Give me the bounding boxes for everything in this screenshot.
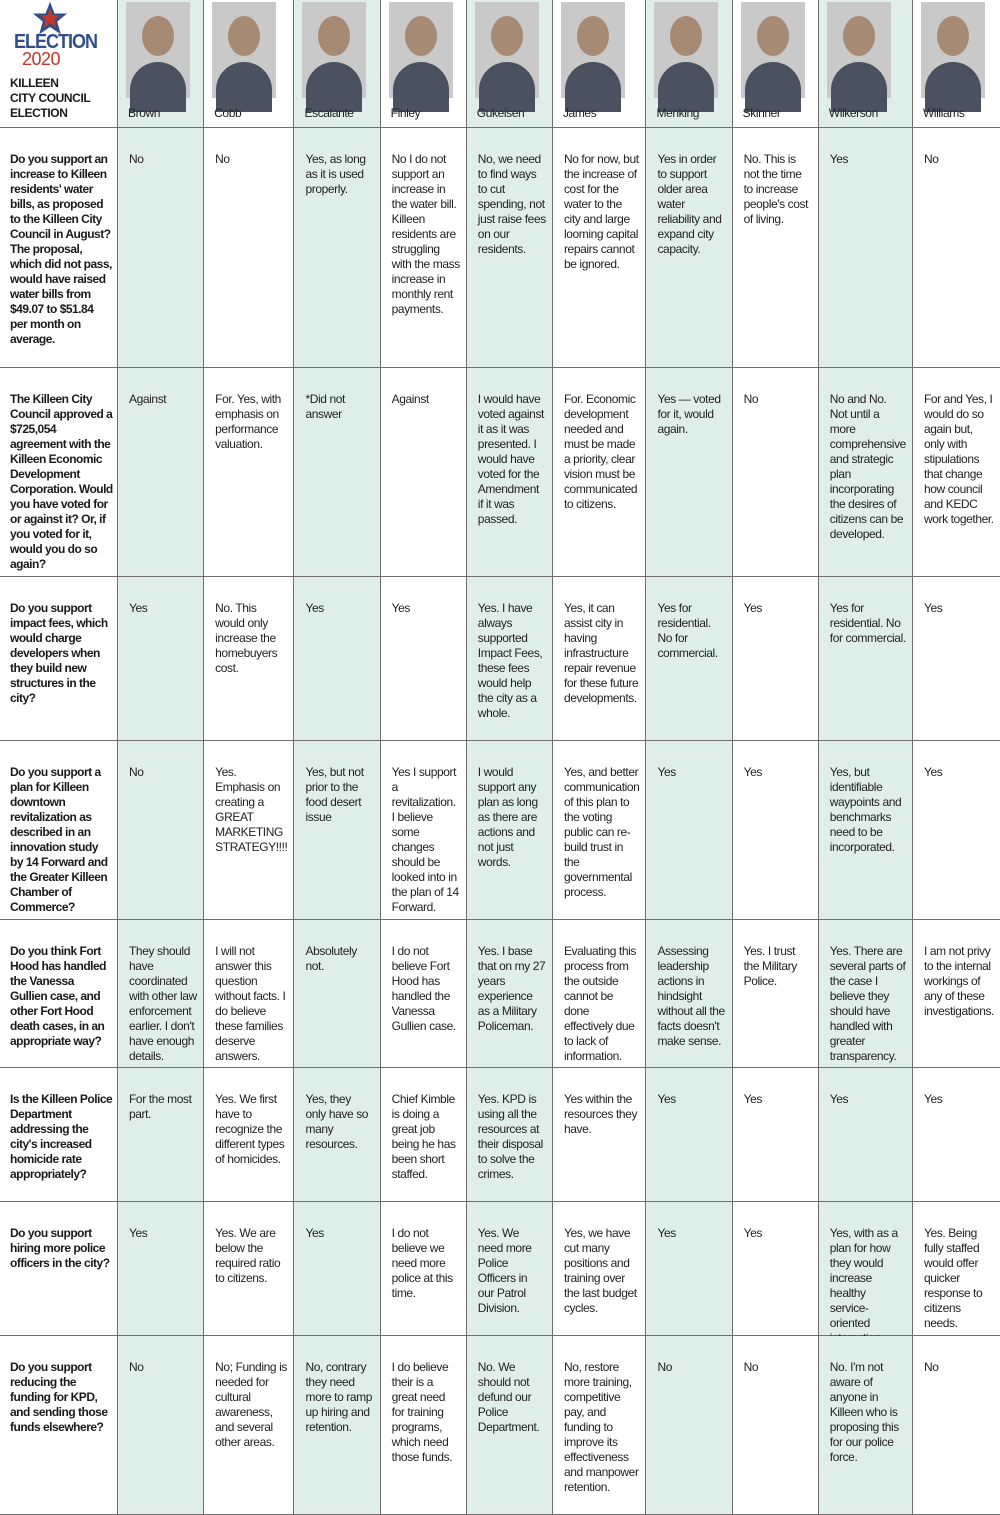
answer-cell: Yes. We need more Police Officers in our Patrol Division. <box>467 1202 553 1336</box>
answer-cell: No, we need to find ways to cut spending, not just raise fees on our residents. <box>467 128 553 368</box>
candidate-photo <box>654 2 718 98</box>
answer-cell: For. Economic development needed and must be made a priority, clear vision must be communicated to citizens. <box>553 368 647 577</box>
photo-shoulders <box>831 62 887 112</box>
answer-cell: I do not believe Fort Hood has handled the Vanessa Gullien case. <box>381 920 467 1068</box>
photo-head <box>757 16 789 56</box>
answer-cell: I would have voted against it as it was presented. I would have voted for the Amendment if it was passed. <box>467 368 553 577</box>
answer-cell: Yes <box>646 741 732 920</box>
candidate-photo <box>741 2 805 98</box>
answer-cell: I do believe their is a great need for training programs, which need those funds. <box>381 1336 467 1515</box>
answer-cell: *Did not answer <box>294 368 380 577</box>
photo-shoulders <box>216 62 272 112</box>
answer-cell: Yes for residential. No for commercial. <box>819 577 913 741</box>
candidate-header <box>294 0 380 128</box>
election-year: 2020 <box>22 49 61 69</box>
answer-cell: Yes. We first have to recognize the different types of homicides. <box>204 1068 294 1202</box>
question-text: Do you support a plan for Killeen downtown revitalization as described in an innovation study by 14 Forward and the Greater Killeen Chamber of Commerce? <box>0 741 118 920</box>
answer-cell: No and No. Not until a more comprehensive and strategic plan incorporating the desires of citizens can be developed. <box>819 368 913 577</box>
answer-cell: Yes for residential. No for commercial. <box>646 577 732 741</box>
answer-cell: Yes <box>733 1202 819 1336</box>
candidate-photo <box>475 2 539 98</box>
answer-cell: Evaluating this process from the outside cannot be done effectively due to lack of information. <box>553 920 647 1068</box>
election-logo <box>0 0 118 128</box>
answer-cell: No <box>913 128 1000 368</box>
title-line: ELECTION <box>10 106 68 120</box>
answer-cell: Against <box>381 368 467 577</box>
photo-head <box>670 16 702 56</box>
page-title <box>10 76 110 121</box>
answer-cell: Yes, but identifiable waypoints and benchmarks need to be incorporated. <box>819 741 913 920</box>
answer-cell: No. This would only increase the homebuyers cost. <box>204 577 294 741</box>
answer-cell: No. We should not defund our Police Department. <box>467 1336 553 1515</box>
answer-cell: Yes. We are below the required ratio to citizens. <box>204 1202 294 1336</box>
answer-cell: Yes <box>381 577 467 741</box>
answer-cell: Yes <box>733 741 819 920</box>
answer-cell: Yes, it can assist city in having infrastructure repair revenue for these future developments. <box>553 577 647 741</box>
candidate-name: Finley <box>390 106 421 120</box>
candidate-header <box>913 0 1000 128</box>
answer-cell: Yes <box>118 1202 204 1336</box>
answer-cell: I will not answer this question without facts. I do believe these families deserve answers. <box>204 920 294 1068</box>
candidate-name: Escalante <box>304 106 354 120</box>
answer-cell: No <box>913 1336 1000 1515</box>
candidate-name: Brown <box>128 106 161 120</box>
answer-cell: No <box>118 128 204 368</box>
answer-cell: For. Yes, with emphasis on performance valuation. <box>204 368 294 577</box>
photo-head <box>318 16 350 56</box>
answer-cell: Yes <box>913 1068 1000 1202</box>
photo-shoulders <box>925 62 981 112</box>
candidate-photo <box>921 2 985 98</box>
answer-cell: Chief Kimble is doing a great job being he has been short staffed. <box>381 1068 467 1202</box>
photo-head <box>228 16 260 56</box>
answer-cell: Yes I support a revitalization. I believe some changes should be looked into in the plan of 14 Forward. <box>381 741 467 920</box>
answer-cell: Yes <box>913 577 1000 741</box>
candidate-header <box>204 0 294 128</box>
answer-cell: No <box>646 1336 732 1515</box>
answer-cell: Assessing leadership actions in hindsight without all the facts doesn't make sense. <box>646 920 732 1068</box>
photo-shoulders <box>306 62 362 112</box>
answer-cell: No. I'm not aware of anyone in Killeen who is proposing this for our police force. <box>819 1336 913 1515</box>
candidate-photo <box>212 2 276 98</box>
answer-cell: Yes, with as a plan for how they would increase healthy service-oriented <box>819 1202 913 1336</box>
question-text: Do you support hiring more police officers in the city? <box>0 1202 118 1336</box>
candidate-name: Williams <box>922 106 965 120</box>
answer-cell: No <box>733 368 819 577</box>
answer-cell: Yes <box>819 128 913 368</box>
answer-cell: Yes, and better communication of this plan to the voting public can re-build trust in the governmental process. <box>553 741 647 920</box>
answer-cell: Yes <box>733 577 819 741</box>
candidate-name: Skinner <box>742 106 781 120</box>
question-text: Is the Killeen Police Department addressing the city's increased homicide rate appropriately? <box>0 1068 118 1202</box>
candidate-name: Wilkerson <box>828 106 878 120</box>
answer-cell: No <box>733 1336 819 1515</box>
photo-head <box>937 16 969 56</box>
answer-cell: Yes <box>733 1068 819 1202</box>
photo-head <box>405 16 437 56</box>
candidate-name: Cobb <box>214 106 242 120</box>
answer-cell: No <box>118 741 204 920</box>
answer-cell: No for now, but the increase of cost for the water to the city and large looming capital repairs cannot be ignored. <box>553 128 647 368</box>
answer-cell: No <box>204 128 294 368</box>
candidate-header <box>819 0 913 128</box>
candidate-header <box>646 0 732 128</box>
answer-cell: Yes — voted for it, would again. <box>646 368 732 577</box>
answer-cell: Against <box>118 368 204 577</box>
answer-cell: Yes <box>646 1068 732 1202</box>
photo-shoulders <box>658 62 714 112</box>
answer-cell: I do not believe we need more police at this time. <box>381 1202 467 1336</box>
photo-head <box>577 16 609 56</box>
answer-cell: Absolutely not. <box>294 920 380 1068</box>
photo-shoulders <box>130 62 186 112</box>
candidate-name: Gukeisen <box>476 106 525 120</box>
answer-cell: Yes. I have always supported Impact Fees, these fees would help the city as a whole. <box>467 577 553 741</box>
answer-cell: Yes. KPD is using all the resources at their disposal to solve the crimes. <box>467 1068 553 1202</box>
answer-cell: No, contrary they need more to ramp up hiring and retention. <box>294 1336 380 1515</box>
answer-cell: Yes, but not prior to the food desert issue <box>294 741 380 920</box>
answer-cell: Yes, they only have so many resources. <box>294 1068 380 1202</box>
question-text: Do you support reducing the funding for KPD, and sending those funds elsewhere? <box>0 1336 118 1515</box>
question-text: The Killeen City Council approved a $725,054 agreement with the Killeen Economic Development Corporation. Would you have voted for or against it? Or, if you voted for it, would you do so again? <box>0 368 118 577</box>
title-line: CITY COUNCIL <box>10 91 91 105</box>
answer-cell: No <box>118 1336 204 1515</box>
answer-cell: They should have coordinated with other law enforcement earlier. I don't have enough details. <box>118 920 204 1068</box>
answer-cell: Yes, we have cut many positions and training over the last budget cycles. <box>553 1202 647 1336</box>
candidate-name: James <box>562 106 597 120</box>
candidate-photo <box>126 2 190 98</box>
answer-cell: No. This is not the time to increase people's cost of living. <box>733 128 819 368</box>
answer-cell: No; Funding is needed for cultural awareness, and several other areas. <box>204 1336 294 1515</box>
answer-cell: Yes <box>118 577 204 741</box>
title-line: KILLEEN <box>10 76 59 90</box>
candidate-photo <box>561 2 625 98</box>
answer-cell: Yes. Being fully staffed would offer quicker response to citizens needs. <box>913 1202 1000 1336</box>
answer-cell: Yes <box>646 1202 732 1336</box>
answer-cell: Yes <box>294 1202 380 1336</box>
question-text: Do you think Fort Hood has handled the Vanessa Gullien case, and other Fort Hood death cases, in an appropriate way? <box>0 920 118 1068</box>
photo-shoulders <box>479 62 535 112</box>
photo-head <box>491 16 523 56</box>
candidate-photo <box>389 2 453 98</box>
answer-cell: Yes. Emphasis on creating a GREAT MARKETING STRATEGY!!!! <box>204 741 294 920</box>
answer-cell: For and Yes, I would do so again but, only with stipulations that change how council and KEDC work together. <box>913 368 1000 577</box>
photo-shoulders <box>565 62 621 112</box>
question-text: Do you support an increase to Killeen residents' water bills, as proposed to the Killeen City Council in August? The proposal, which did not pass, would have raised water bills from $49.07 to $51.84 per month on average. <box>0 128 118 368</box>
photo-shoulders <box>745 62 801 112</box>
answer-cell: Yes. I trust the Military Police. <box>733 920 819 1068</box>
answer-cell: Yes, as long as it is used properly. <box>294 128 380 368</box>
candidate-header <box>467 0 553 128</box>
candidate-header <box>733 0 819 128</box>
answer-cell: Yes <box>819 1068 913 1202</box>
answer-cell: Yes <box>294 577 380 741</box>
answer-cell: Yes. There are several parts of the case I believe they should have handled with greater transparency. <box>819 920 913 1068</box>
answer-cell: For the most part. <box>118 1068 204 1202</box>
answer-cell: Yes <box>913 741 1000 920</box>
answer-cell: I would support any plan as long as there are actions and not just words. <box>467 741 553 920</box>
answer-cell: Yes within the resources they have. <box>553 1068 647 1202</box>
candidate-header <box>553 0 647 128</box>
photo-head <box>142 16 174 56</box>
candidate-photo <box>827 2 891 98</box>
election-word: ELECTION <box>14 29 98 53</box>
answer-cell: No I do not support an increase in the water bill. Killeen residents are struggling with the mass increase in monthly rent payments. <box>381 128 467 368</box>
candidate-photo <box>302 2 366 98</box>
answer-cell: No, restore more training, competitive pay, and funding to improve its effectiveness and manpower retention. <box>553 1336 647 1515</box>
candidate-header <box>118 0 204 128</box>
candidate-name: Menking <box>656 106 700 120</box>
candidate-header <box>381 0 467 128</box>
question-text: Do you support impact fees, which would charge developers when they build new structures in the city? <box>0 577 118 741</box>
photo-shoulders <box>393 62 449 112</box>
answer-cell: Yes in order to support older area water reliability and expand city capacity. <box>646 128 732 368</box>
answer-cell: Yes. I base that on my 27 years experience as a Military Policeman. <box>467 920 553 1068</box>
photo-head <box>843 16 875 56</box>
answer-cell: I am not privy to the internal workings of any of these investigations. <box>913 920 1000 1068</box>
